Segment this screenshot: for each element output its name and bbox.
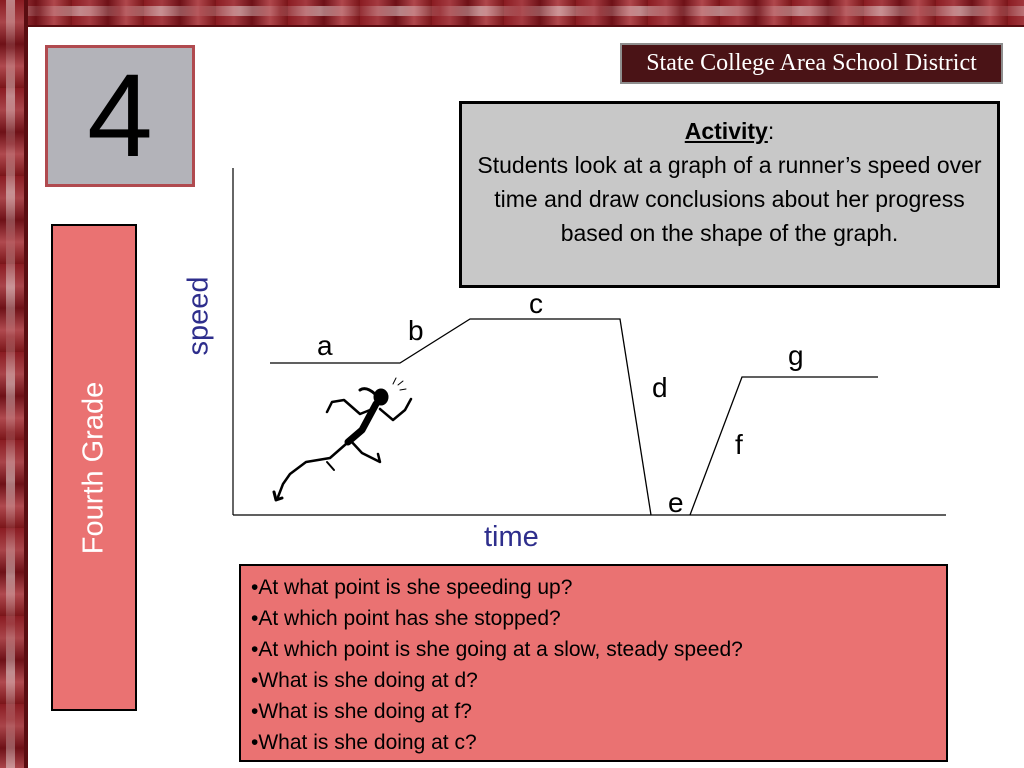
question-item: •What is she doing at c? [251,731,477,754]
x-axis-label: time [484,521,539,553]
grade-label: Fourth Grade [77,381,110,554]
question-item: •What is she doing at d? [251,669,478,692]
question-item: •At which point has she stopped? [251,607,561,630]
segment-label-a: a [317,330,333,361]
y-axis-label: speed [182,276,215,356]
runner-icon [274,378,411,500]
segment-label-d: d [652,372,668,403]
question-item: •At what point is she speeding up? [251,576,573,599]
activity-title-colon: : [767,118,775,144]
segment-label-e: e [668,487,684,518]
question-item: •At which point is she going at a slow, steady speed? [251,638,743,661]
district-name: State College Area School District [646,50,977,76]
question-item: •What is she doing at f? [251,700,472,723]
segment-label-c: c [529,288,543,319]
questions-box [239,564,948,762]
segment-label-b: b [408,315,424,346]
slide-number: 4 [87,50,153,182]
segment-label-f: f [735,429,743,460]
speed-line-part-2 [690,377,878,515]
activity-text: Students look at a graph of a runner’s speed over time and draw conclusions about her progress based on the shape of the graph. [477,152,982,246]
activity-title: Activity [684,118,768,144]
segment-label-g: g [788,340,804,371]
